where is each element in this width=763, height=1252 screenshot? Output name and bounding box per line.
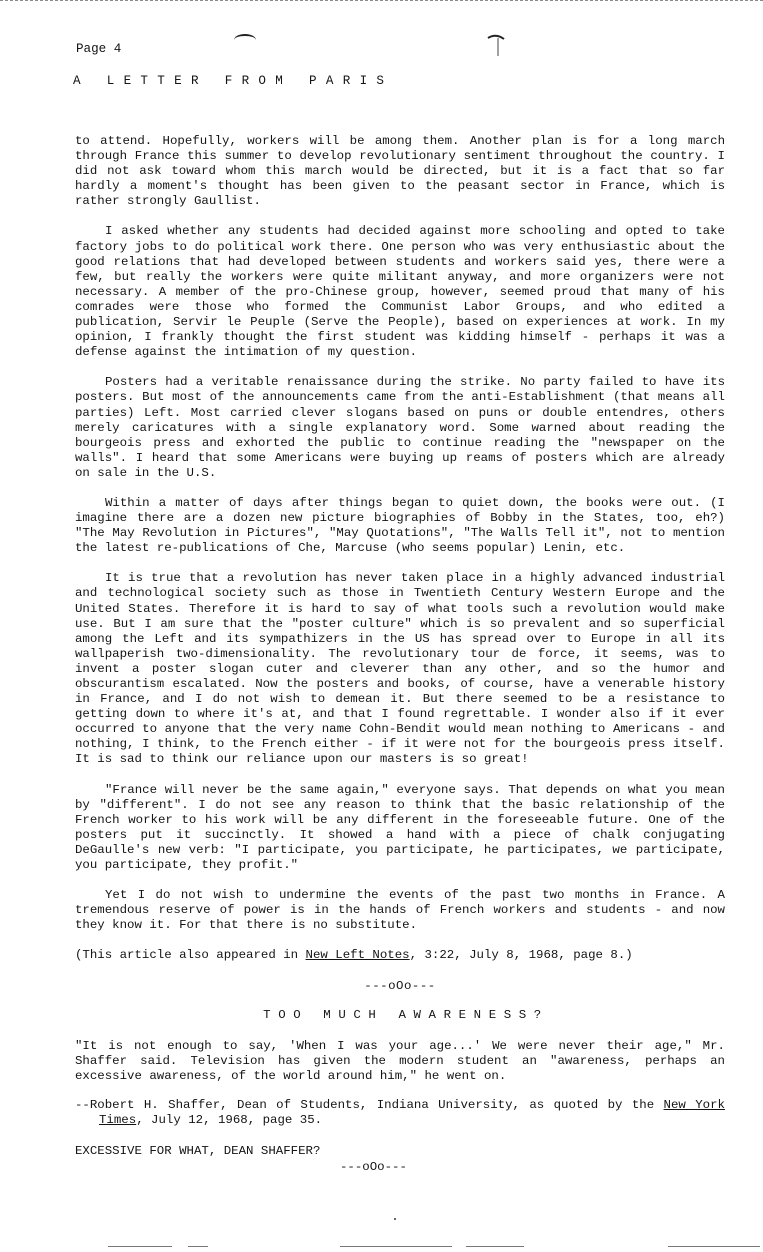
bottom-scan-rule xyxy=(466,1246,524,1247)
paragraph-4: Within a matter of days after things began to quiet down, the books were out. (I imagine there are a dozen new picture biographies of Bobby in the States, too, eh?) "The May Revolution in Pictures", "May Quotations", "The Walls Tell it", not to mention the latest re-publications of Che, Marcuse (who seems popular) Lenin, etc. xyxy=(75,495,725,556)
paragraph-1: to attend. Hopefully, workers will be among them. Another plan is for a long march through France this summer to develop revolutionary sentiment throughout the country. I did not ask toward whom this march would be directed, but it is a fact that so far hardly a moment's thought has been given to the peasant sector in France, which is rather strongly Gaullist. xyxy=(75,134,725,209)
closing-remark: EXCESSIVE FOR WHAT, DEAN SHAFFER? xyxy=(75,1144,321,1159)
hole-punch-mark-right xyxy=(486,34,506,58)
shaffer-quote: "It is not enough to say, 'When I was your age...' We were never their age," Mr. Shaffer said. Television has given the modern student an "awareness, perhaps an excessive awareness, of the world around him," he went on. xyxy=(75,1038,725,1083)
paragraph-3: Posters had a veritable renaissance during the strike. No party failed to have its posters. But most of the announcements came from the anti-Establishment (that means all parties) Left. Most carried clever slogans based on puns or double entendres, others merely caricatures with a single explanatory word. Some warned about reading the bourgeois press and exhorted the public to continue reading the "newspaper on the walls". I heard that some Americans were buying up reams of posters which are already on sale in the U.S. xyxy=(75,375,725,480)
section-separator: ---oOo--- xyxy=(364,978,436,993)
page-top-edge xyxy=(0,0,763,1)
quote-attribution: --Robert H. Shaffer, Dean of Students, Indiana University, as quoted by the New York Times, July 12, 1968, page 35. xyxy=(75,1097,725,1128)
bottom-scan-rule xyxy=(340,1246,452,1247)
bottom-scan-rule xyxy=(108,1246,172,1247)
paragraph-2: I asked whether any students had decided against more schooling and opted to take factory jobs to do political work there. One person who was very enthusiastic about the good relations that had developed between students and workers said yes, there were a few, but really the workers were quite militant anyway, and more organizers were not necessary. A member of the pro-Chinese group, however, seemed proud that many of his comrades were those who formed the Communist Labor Groups, and who edited a publication, Servir le Peuple (Serve the People), based on experiences at work. In my opinion, I frankly thought the first student was kidding himself - perhaps it was a defense against the intimation of my question. xyxy=(75,224,725,360)
bottom-scan-rule xyxy=(188,1246,208,1247)
bottom-scan-rule xyxy=(668,1246,760,1247)
closing-separator: ---oOo--- xyxy=(340,1160,407,1174)
article-header: A LETTER FROM PARIS xyxy=(73,74,394,88)
paragraph-5: It is true that a revolution has never taken place in a highly advanced industrial and technological society such as those in Twentieth Century Western Europe and the United States. Therefore it is hard to say of what tools such a revolution would make use. But I am sure that the "poster culture" which is so prevalent and so superficial among the Left and its sympathizers in the US has spread over to Europe in all its wallpaperish two-dimensionality. The revolutionary tour de force, it seems, was to invent a poster slogan cuter and cleverer than any other, and so the humor and obscurantism escalated. Now the posters and books, of course, have a venerable history in France, and I do not wish to demean it. But there seemed to be a resistance to getting down to where it's at, and that I found regrettable. I wonder also if it ever occurred to anyone that the very name Cohn-Bendit would mean nothing to Americans - and nothing, I think, to the French either - if it were not for the bourgeois press itself. It is sad to think our reliance upon our masters is so great! xyxy=(75,571,725,767)
attribution-publication-title: New York Times xyxy=(99,1097,725,1128)
paragraph-6: "France will never be the same again," everyone says. That depends on what you mean by "different". I do not see any reason to think that the basic relationship of the French worker to his work will be any different in the foreseeable future. One of the posters put it succinctly. It showed a hand with a piece of chalk conjugating DeGaulle's new verb: "I participate, you participate, he participates, we participate, you participate, they profit." xyxy=(75,782,725,873)
article-body xyxy=(75,134,725,1159)
source-note: (This article also appeared in New Left Notes, 3:22, July 8, 1968, page 8.) xyxy=(75,948,633,963)
hole-punch-mark-left xyxy=(234,34,256,46)
section-title: TOO MUCH AWARENESS? xyxy=(263,1007,549,1022)
paragraph-7: Yet I do not wish to undermine the events of the past two months in France. A tremendous reserve of power is in the hands of French workers and students - and now they know it. For that there is no substitute. xyxy=(75,888,725,933)
page-number: Page 4 xyxy=(76,42,122,56)
source-publication-title: New Left Notes xyxy=(305,948,410,963)
scan-speck xyxy=(394,1218,396,1220)
